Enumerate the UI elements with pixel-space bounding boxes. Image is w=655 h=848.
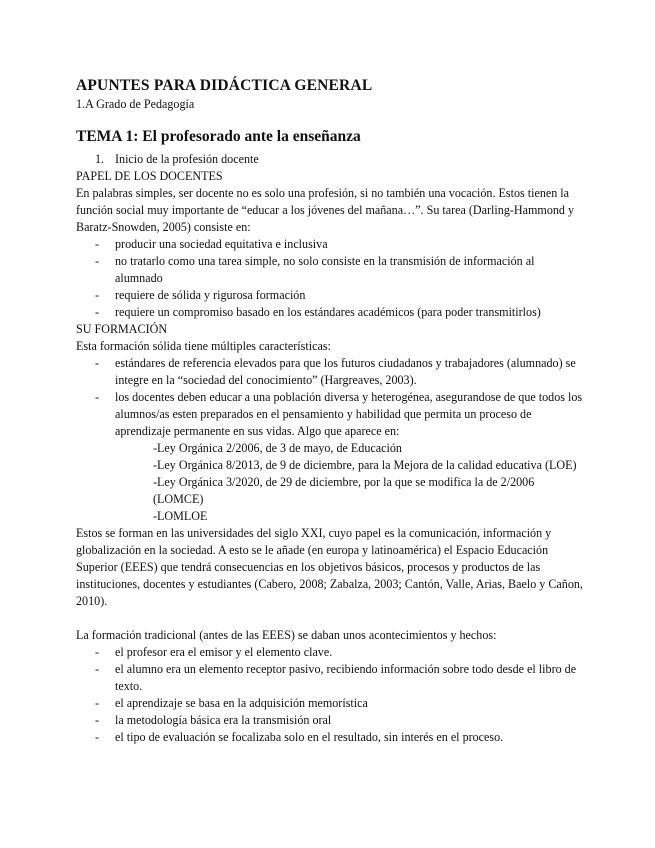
- papel-list: [76, 236, 585, 321]
- list-item-text: requiere de sólida y rigurosa formación: [115, 288, 306, 302]
- list-item-text: la metodología básica era la transmisión oral: [115, 713, 332, 727]
- document-title: APUNTES PARA DIDÁCTICA GENERAL: [76, 77, 373, 94]
- law-item: -LOMLOE: [153, 509, 208, 523]
- list-item: [95, 729, 585, 746]
- formacion-intro: Esta formación sólida tiene múltiples características:: [76, 339, 331, 353]
- papel-heading: PAPEL DE LOS DOCENTES: [76, 169, 223, 183]
- list-item-text: los docentes deben educar a una población diversa y heterogénea, asegurandose de que todos los alumnos/as esten preparados en el pensamiento y habilidad que permita un proceso de aprendizaje permanente en sus vidas. Algo que aparece en:: [115, 390, 583, 438]
- list-item-text: el aprendizaje se basa en la adquisición memorística: [115, 696, 368, 710]
- list-item: [95, 712, 585, 729]
- numbered-item-text: Inicio de la profesión docente: [115, 152, 259, 166]
- list-item-text: estándares de referencia elevados para que los futuros ciudadanos y trabajadores (alumnado) se integre en la “sociedad del conocimiento” (Hargreaves, 2003).: [115, 356, 576, 387]
- dash-bullet: -: [95, 305, 100, 319]
- law-item: -Ley Orgánica 2/2006, de 3 de mayo, de Educación: [153, 441, 402, 455]
- list-item: [95, 287, 585, 304]
- list-item: [95, 304, 585, 321]
- list-item: [95, 355, 585, 389]
- dash-bullet: -: [95, 237, 100, 251]
- dash-bullet: -: [95, 730, 100, 744]
- list-item: [95, 253, 585, 287]
- tradicional-list: [76, 644, 585, 746]
- law-item: -Ley Orgánica 3/2020, de 29 de diciembre, por la que se modifica la de 2/2006 (LOMCE): [153, 475, 535, 506]
- list-item-text: requiere un compromiso basado en los estándares académicos (para poder transmitirlos): [115, 305, 541, 319]
- list-item: [95, 389, 585, 440]
- dash-bullet: -: [95, 645, 100, 659]
- list-item-text: no tratarlo como una tarea simple, no solo consiste en la transmisión de información al alumnado: [115, 254, 535, 285]
- dash-bullet: -: [95, 662, 100, 676]
- document-subtitle: 1.A Grado de Pedagogía: [76, 97, 195, 111]
- papel-intro: En palabras simples, ser docente no es solo una profesión, si no también una vocación. Estos tienen la función social muy importante de “educar a los jóvenes del mañana…”. Su tarea (Darling-Hammond y Baratz-Snowden, 2005) consiste en:: [76, 186, 575, 234]
- list-item-text: el profesor era el emisor y el elemento clave.: [115, 645, 333, 659]
- list-item: [95, 661, 585, 695]
- list-item-text: el tipo de evaluación se focalizaba solo en el resultado, sin interés en el proceso.: [115, 730, 504, 744]
- paragraph-gap: [76, 610, 585, 627]
- dash-bullet: -: [95, 713, 100, 727]
- list-item: [95, 236, 585, 253]
- law-item: -Ley Orgánica 8/2013, de 9 de diciembre, para la Mejora de la calidad educativa (LOE): [153, 458, 577, 472]
- dash-bullet: -: [95, 696, 100, 710]
- formacion-paragraph: Estos se forman en las universidades del siglo XXI, cuyo papel es la comunicación, información y globalización en la sociedad. A esto se le añade (en europa y latinoamérica) el Espacio Educación Superior (EEES) que tendrá consecuencias en los objetivos básicos, procesos y productos de las instituciones, docentes y estudiantes (Cabero, 2008; Zabalza, 2003; Cantón, Valle, Arias, Baelo y Cañon, 2010).: [76, 526, 583, 608]
- formacion-list: [76, 355, 585, 440]
- dash-bullet: -: [95, 288, 100, 302]
- formacion-heading: SU FORMACIÓN: [76, 322, 168, 336]
- dash-bullet: -: [95, 356, 100, 370]
- tradicional-intro: La formación tradicional (antes de las EEES) se daban unos acontecimientos y hechos:: [76, 628, 497, 642]
- list-item: [95, 695, 585, 712]
- dash-bullet: -: [95, 254, 100, 268]
- numbered-item: [95, 151, 585, 168]
- list-item: [95, 644, 585, 661]
- list-item-text: el alumno era un elemento receptor pasivo, recibiendo información sobre todo desde el libro de texto.: [115, 662, 577, 693]
- tema-heading: TEMA 1: El profesorado ante la enseñanza: [76, 128, 361, 145]
- list-item-text: producir una sociedad equitativa e inclusiva: [115, 237, 328, 251]
- numbered-item-number: 1.: [95, 152, 105, 166]
- law-list: [115, 440, 585, 525]
- dash-bullet: -: [95, 390, 100, 404]
